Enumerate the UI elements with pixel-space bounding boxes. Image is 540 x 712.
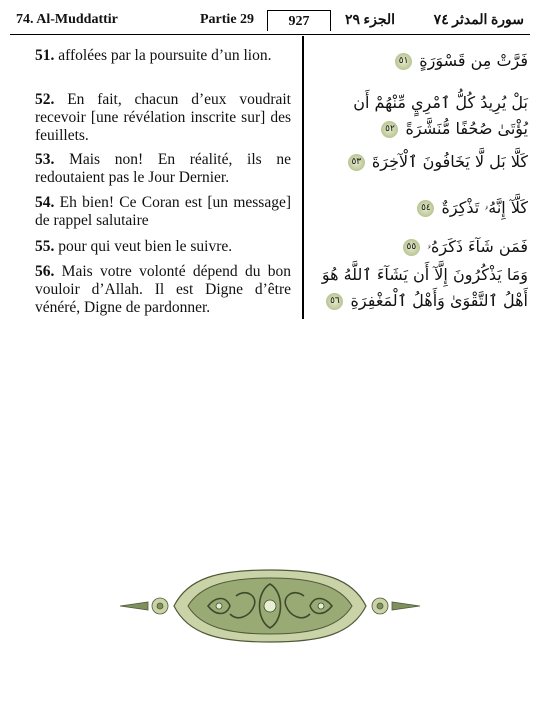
verse-text-arabic: بَلْ يُرِيدُ كُلُّ ٱمْرِيٍ مِّنْهُمْ أَن يُؤْتَىٰ صُحُفًا مُّنَشَّرَةً xyxy=(353,93,528,138)
verse-number: 52. xyxy=(35,91,55,108)
ayah-marker: ٥٢ xyxy=(381,121,398,138)
verse-text: Mais votre volonté dépend du bon vouloir d’Allah. Il est Digne d’être vénéré, Digne de pardonner. xyxy=(35,263,291,316)
verse-text-arabic: فَمَن شَآءَ ذَكَرَهُۥ xyxy=(426,237,528,256)
verse-text: affolées par la poursuite d’un lion. xyxy=(58,47,272,64)
verse-55-french xyxy=(35,238,291,256)
ayah-marker: ٥٦ xyxy=(326,293,343,310)
verse-56-arabic xyxy=(318,262,528,314)
verse-number: 54. xyxy=(35,194,55,211)
ayah-marker: ٥٤ xyxy=(417,200,434,217)
ayah-marker: ٥٥ xyxy=(403,239,420,256)
verse-52-arabic xyxy=(318,90,528,142)
verse-number: 51. xyxy=(35,47,55,64)
verse-52-french xyxy=(35,91,291,145)
verse-text: Eh bien! Ce Coran est [un message] de rappel salutaire xyxy=(35,194,292,229)
verse-text-arabic: كَلَّآ إِنَّهُۥ تَذْكِرَةٌ xyxy=(441,198,528,217)
juz-label-arabic: الجزء ٢٩ xyxy=(345,13,396,28)
verse-number: 56. xyxy=(35,263,55,280)
verse-51-arabic xyxy=(318,48,528,74)
verse-56-french xyxy=(35,263,291,317)
ayah-marker: ٥٣ xyxy=(348,154,365,171)
verse-text: pour qui veut bien le suivre. xyxy=(58,238,233,255)
ayah-marker: ٥١ xyxy=(395,53,412,70)
decorative-ornament xyxy=(118,566,422,646)
verse-number: 55. xyxy=(35,238,55,255)
verse-text: Mais non! En réalité, ils ne redoutaient pas le Jour Dernier. xyxy=(35,151,291,186)
verse-51-french xyxy=(35,47,291,65)
verse-text: En fait, chacun d’eux voudrait recevoir [une révélation inscrite sur] des feuillets. xyxy=(35,91,291,144)
page-header xyxy=(10,6,530,35)
verse-text-arabic: وَمَا يَذْكُرُونَ إِلَّآ أَن يَشَآءَ ٱللَّهُ هُوَ أَهْلُ ٱلتَّقْوَىٰ وَأَهْلُ ٱلْمَغْفِرَةِ xyxy=(321,265,528,310)
verse-53-arabic xyxy=(318,149,528,175)
verse-text-arabic: فَرَّتْ مِن قَسْوَرَةٍ xyxy=(419,51,528,70)
verse-53-french xyxy=(35,151,291,187)
verse-55-arabic xyxy=(318,234,528,260)
part-label: Partie 29 xyxy=(200,12,255,27)
verse-text-arabic: كَلَّا بَل لَّا يَخَافُونَ ٱلْآخِرَةَ xyxy=(371,152,528,171)
surah-title-latin: 74. Al-Muddattir xyxy=(16,12,118,27)
verse-54-french xyxy=(35,194,291,230)
page-number: 927 xyxy=(267,10,331,31)
verse-54-arabic xyxy=(318,195,528,221)
column-divider xyxy=(302,36,304,319)
verse-number: 53. xyxy=(35,151,55,168)
surah-title-arabic: سورة المدثر ٧٤ xyxy=(433,13,524,28)
